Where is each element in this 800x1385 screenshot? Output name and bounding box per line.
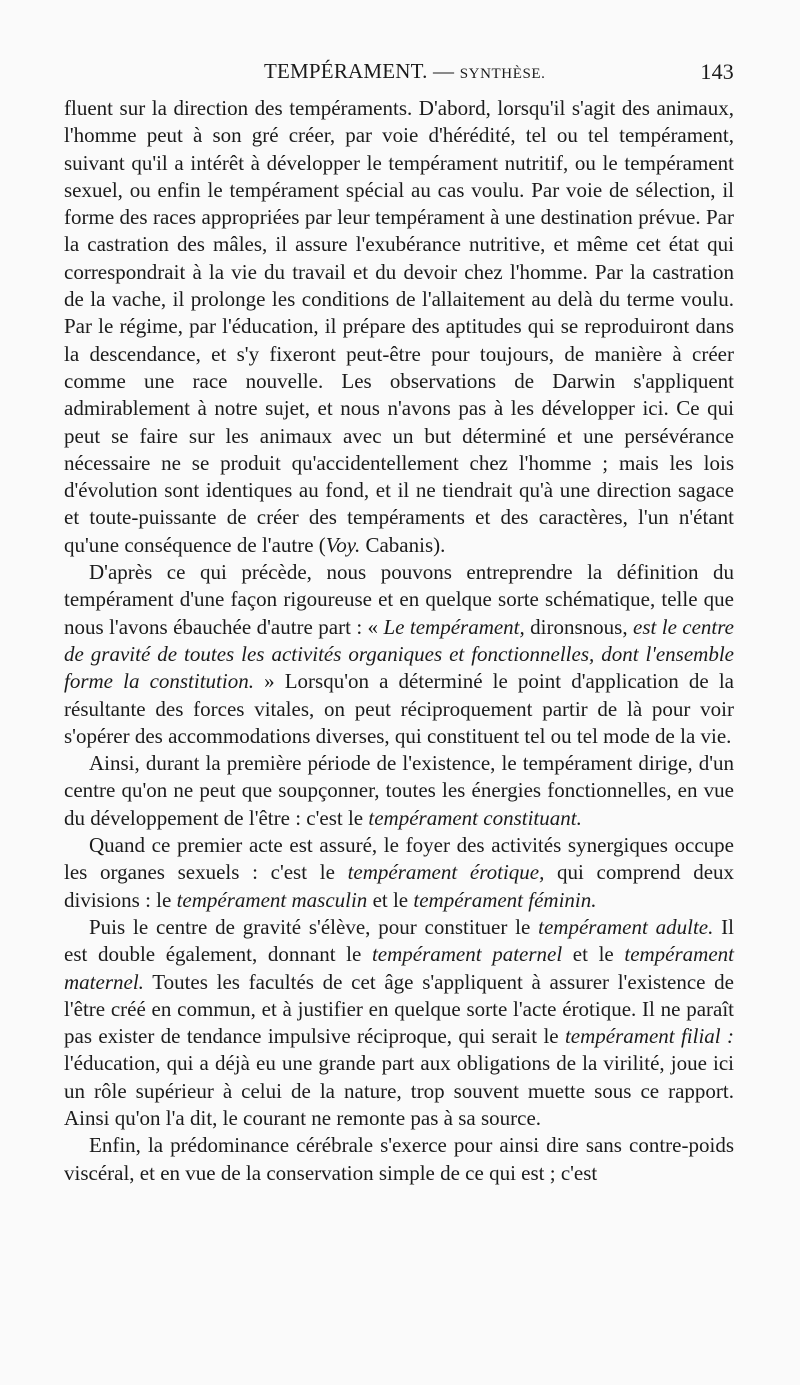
- text-run: dironsnous,: [524, 614, 633, 639]
- text-run: Ainsi, durant la première période de l'existence, le tempérament dirige, d'un centre qu'on ne peut que soupçonner, toutes les énergies fonctionnelles, en vue du développement de l'être : c'est le: [64, 751, 734, 830]
- running-title-sub: SYNTHÈSE.: [459, 66, 546, 82]
- text-run: et le: [562, 942, 625, 967]
- text-run: fluent sur la direction des tempéraments. D'abord, lorsqu'il s'agit des animaux, l'homme peut à son gré créer, par voie d'hérédité, tel ou tel tempérament, suivant qu'il a intérêt à développer le tempérament nutritif, ou le tempérament sexuel, ou enfin le tempérament spécial au cas voulu. Par voie de sélection, il forme des races appropriées par leur tempérament à une destination prévue. Par la castration des mâles, il assure l'exubérance nutritive, et même cet état qui correspondrait à la vie du travail et du devoir chez l'homme. Par la castration de la vache, il prolonge les conditions de l'allaitement au delà du terme voulu. Par le régime, par l'éducation, il prépare des aptitudes qui se reproduiront dans la descendance, et s'y fixeront peut-être pour toujours, de manière à créer comme une race nouvelle. Les observations de Darwin s'appliquent admirablement à notre sujet, et nous n'avons pas à les développer ici. Ce qui peut se faire sur les animaux avec un but déterminé et une persévérance nécessaire ne se produit qu'accidentellement chez l'homme ; mais les lois d'évolution sont identiques au fond, et il ne tiendrait qu'à une direction sagace et toute-puissante de créer des tempéraments et des caractères, l'un n'étant qu'une conséquence de l'autre (: [64, 96, 734, 557]
- body-text: [64, 95, 734, 1187]
- italic-text: tempérament érotique,: [347, 860, 545, 885]
- italic-text: tempérament masculin: [176, 887, 368, 912]
- running-title-main: TEMPÉRAMENT.: [264, 59, 428, 83]
- text-run: qui comprend deux divisions : le: [64, 860, 735, 912]
- italic-text: est le centre de gravité de toutes les activités organiques et fonctionnelles, dont l'ensemble forme la constitution.: [64, 614, 734, 694]
- text-run: l'éducation, qui a déjà eu une grande part aux obligations de la virilité, joue ici un rôle supérieur à celui de la nature, trop souvent muette sous ce rapport. Ainsi qu'on l'a dit, le courant ne remonte pas à sa source.: [64, 1051, 734, 1130]
- text-run: Puis le centre de gravité s'élève, pour constituer le: [89, 914, 539, 939]
- running-head: [64, 55, 734, 91]
- italic-text: tempérament adulte.: [538, 914, 714, 939]
- text-run: Toutes les facultés de cet âge s'appliquent à assurer l'existence de l'être créé en commun, et à justifier en quelque sorte l'acte érotique. Il ne paraît pas exister de tendance impulsive réciproque, qui serait le: [64, 969, 734, 1049]
- italic-text: Le tempérament,: [383, 614, 525, 639]
- running-title: [264, 59, 546, 84]
- text-run: Quand ce premier acte est assuré, le foyer des activités synergiques occupe les organes sexuels : c'est le: [64, 833, 734, 885]
- italic-text: tempérament constituant.: [368, 805, 582, 830]
- paragraph: [64, 914, 734, 1132]
- paragraph: [64, 832, 734, 914]
- paragraph: [64, 95, 734, 559]
- text-run: Cabanis).: [360, 532, 446, 557]
- italic-text: tempérament maternel.: [64, 942, 734, 994]
- text-run: Enfin, la prédominance cérébrale s'exerce pour ainsi dire sans contre-poids viscéral, et en vue de la conservation simple de ce qui est ; c'est: [64, 1133, 734, 1185]
- running-title-dash: —: [433, 59, 455, 83]
- paragraph: [64, 1132, 734, 1187]
- text-run: Il est double également, donnant le: [64, 914, 735, 967]
- paragraph: [64, 750, 734, 832]
- paragraph: [64, 559, 734, 750]
- page-number: 143: [700, 59, 734, 84]
- italic-text: Voy.: [325, 532, 361, 557]
- italic-text: tempérament féminin.: [413, 887, 597, 912]
- italic-text: tempérament paternel: [371, 942, 563, 967]
- italic-text: tempérament filial :: [564, 1024, 734, 1049]
- text-run: » Lorsqu'on a déterminé le point d'application de la résultante des forces vitales, on peut réciproquement partir de là pour voir s'opérer des accommodations diverses, qui constituent tel ou tel mode de la vie.: [64, 669, 734, 748]
- text-run: D'après ce qui précède, nous pouvons entreprendre la définition du tempérament d'une façon rigoureuse et en quelque sorte schématique, telle que nous l'avons ébauchée d'autre part : «: [64, 560, 734, 639]
- text-run: et le: [367, 887, 414, 912]
